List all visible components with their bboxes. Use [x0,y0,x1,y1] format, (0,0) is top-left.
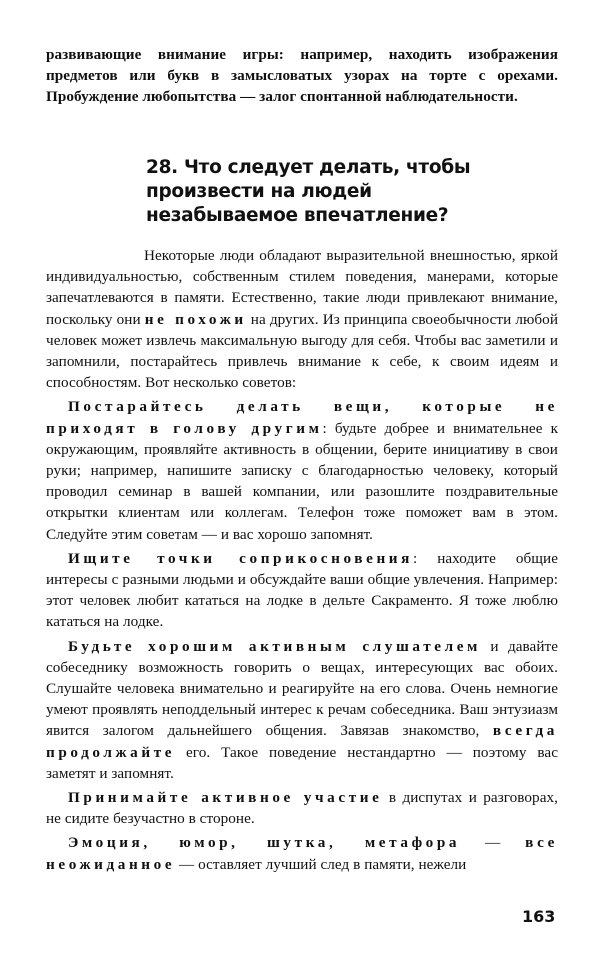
paragraph-text: Некоторые люди обладают выразительной внешностью, яркой индивидуальностью, собственным стилем поведения, манерами, которые запечатлеваются в памяти. Естественно, такие люди привлекают внимание, поскольку они [46,247,558,328]
body-paragraph [46,245,558,393]
tip-text: в диспутах и разговорах, не сидите безучастно в стороне. [46,789,558,828]
emphasis-text: все неожиданное [46,834,558,873]
tip-lead: Ищите точки соприкосновения [68,549,413,567]
paragraph-text: на других. Из принципа своеобычности любой человек может извлечь максимальную выгоду для себя. Чтобы вас заметили и запомнили, постарайтесь привлечь внимание к себе, к своим идеям и способностям. Вот несколько советов: [46,310,558,392]
section-title: 28. Что следует делать, чтобы произвести на людей незабываемое впечатление? [146,157,471,226]
tip-text: его. Такое поведение нестандартно — поэтому вас заметят и запомнят. [46,743,558,782]
tip-paragraph [46,396,558,544]
tip-lead: Постарайтесь делать вещи, которые не приходят в голову другим [46,398,558,437]
tip-lead: Принимайте активное участие [68,789,383,807]
tip-paragraph [46,548,558,633]
emphasis-text: не похожи [144,310,247,328]
tip-text: : находите общие интересы с разными людьми и обсуждайте ваши общие увлечения. Например: этот человек любит кататься на лодке в дельте Сакраменто. Я тоже люблю кататься на лодке. [46,549,558,631]
tip-lead: Будьте хорошим активным слушателем [68,637,482,655]
tip-text: — [460,834,526,852]
tip-lead: Эмоция, юмор, шутка, метафора [68,834,461,852]
tip-paragraph [46,787,558,829]
tip-paragraph [46,832,558,874]
section-body [46,245,558,875]
intro-paragraph [46,44,558,108]
tip-text: и давайте собеседнику возможность говорить о вещах, интересующих вас обоих. Слушайте человека внимательно и реагируйте на его слова. Очень немногие умеют проявлять неподдельный интерес к речам собеседника. Ваш энтузиазм явится залогом дальнейшего общения. Завязав знакомство, [46,637,558,740]
emphasis-text: всегда продолжайте [46,722,558,761]
intro-text: развивающие внимание игры: например, находить изображения предметов или букв в замысловатых узорах на торте с орехами. Пробуждение любопытства — залог спонтанной наблюдательности. [46,46,558,106]
tip-text: : будьте добрее и внимательнее к окружающим, проявляйте активность в общении, берите инициативу в свои руки; например, напишите записку с благодарностью человеку, который проводил семинар в вашей компании, или разошлите поздравительные открытки клиентам или коллегам. Телефон тоже поможет вам в этом. Следуйте этим советам — и вас хорошо запомнят. [46,419,558,543]
tip-paragraph [46,636,558,784]
tip-text: — оставляет лучший след в памяти, нежели [175,855,467,873]
page-number: 163 [522,907,556,926]
